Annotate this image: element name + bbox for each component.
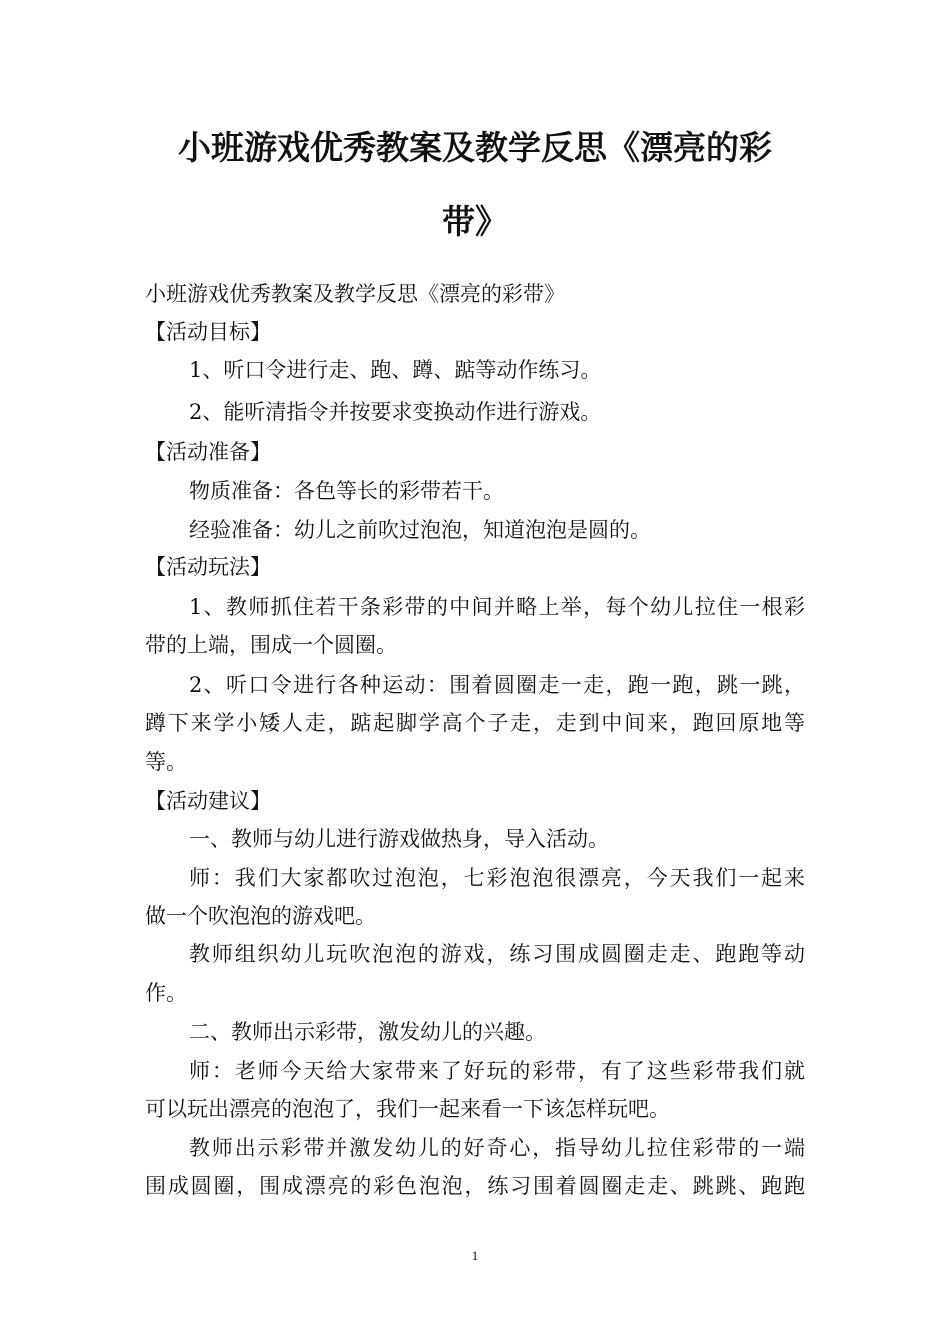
- advice-step-2-p2-line-2: 围成圆圈，围成漂亮的彩色泡泡，练习围着圆圈走走、跳跳、跑跑: [145, 1174, 805, 1198]
- play-paragraph-2-line-1: 2、听口令进行各种运动：围着圆圈走一走，跑一跑，跳一跳，: [189, 673, 805, 697]
- section-heading-goals: 【活动目标】: [145, 320, 271, 344]
- section-heading-prep: 【活动准备】: [145, 440, 271, 464]
- section-heading-play: 【活动玩法】: [145, 555, 271, 579]
- advice-step-2-p2-line-1: 教师出示彩带并激发幼儿的好奇心，指导幼儿拉住彩带的一端: [189, 1136, 805, 1160]
- advice-step-2-p1-line-1: 师：老师今天给大家带来了好玩的彩带，有了这些彩带我们就: [189, 1059, 805, 1083]
- prep-experience: 经验准备：幼儿之前吹过泡泡，知道泡泡是圆的。: [189, 518, 651, 542]
- goal-item-1: 1、听口令进行走、跑、蹲、踮等动作练习。: [189, 358, 602, 382]
- play-paragraph-2-line-2: 蹲下来学小矮人走，踮起脚学高个子走，走到中间来，跑回原地等: [145, 711, 805, 735]
- play-paragraph-2-line-3: 等。: [145, 750, 187, 774]
- goal-item-2: 2、能听清指令并按要求变换动作进行游戏。: [189, 400, 602, 424]
- play-paragraph-1-line-2: 带的上端，围成一个圆圈。: [145, 633, 397, 657]
- advice-step-2-p1-line-2: 可以玩出漂亮的泡泡了，我们一起来看一下该怎样玩吧。: [145, 1097, 670, 1121]
- advice-step-1-p1-line-1: 师：我们大家都吹过泡泡，七彩泡泡很漂亮，今天我们一起来: [189, 866, 805, 890]
- page-number: 1: [471, 1248, 479, 1263]
- advice-step-1-p1-line-2: 做一个吹泡泡的游戏吧。: [145, 904, 376, 928]
- advice-step-1-p2-line-2: 作。: [145, 981, 187, 1005]
- advice-step-1-p2-line-1: 教师组织幼儿玩吹泡泡的游戏，练习围成圆圈走走、跑跑等动: [189, 942, 805, 966]
- prep-material: 物质准备：各色等长的彩带若干。: [189, 479, 504, 503]
- advice-step-2: 二、教师出示彩带，激发幼儿的兴趣。: [189, 1020, 546, 1044]
- subtitle: 小班游戏优秀教案及教学反思《漂亮的彩带》: [145, 282, 565, 306]
- advice-step-1: 一、教师与幼儿进行游戏做热身，导入活动。: [189, 827, 609, 851]
- play-paragraph-1-line-1: 1、教师抓住若干条彩带的中间并略上举，每个幼儿拉住一根彩: [189, 595, 805, 619]
- document-title-line-1: 小班游戏优秀教案及教学反思《漂亮的彩: [178, 128, 772, 167]
- section-heading-advice: 【活动建议】: [145, 789, 271, 813]
- document-title-line-2: 带》: [442, 202, 508, 241]
